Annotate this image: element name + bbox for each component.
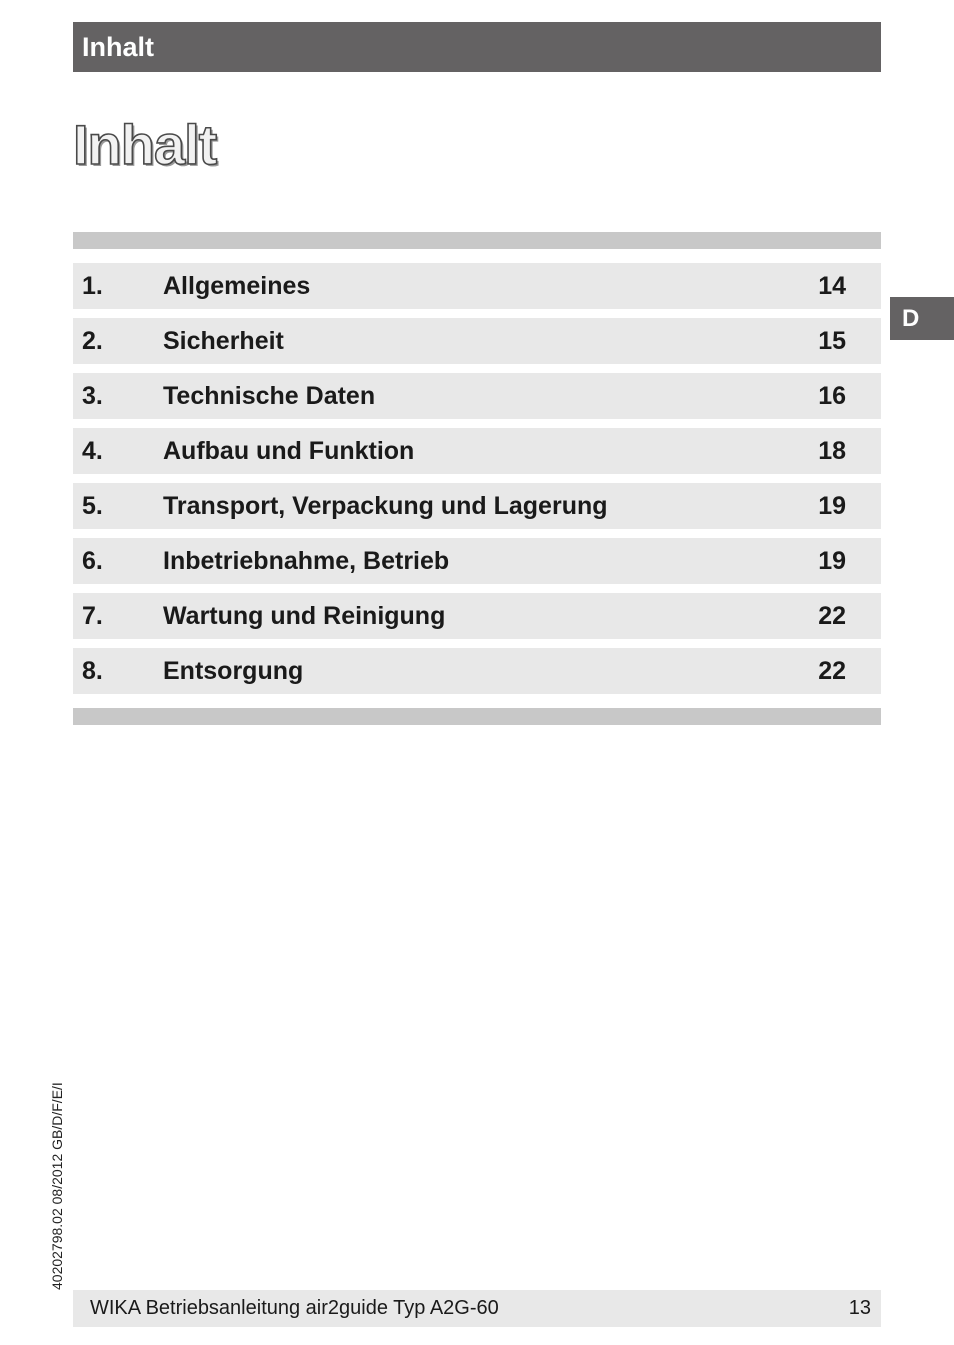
section-header-title: Inhalt — [82, 32, 154, 62]
footer-text: WIKA Betriebsanleitung air2guide Typ A2G-60 — [90, 1297, 499, 1319]
toc-number: 6. — [82, 547, 103, 575]
language-tab-label: D — [902, 305, 920, 332]
toc-page-number: 22 — [818, 602, 846, 630]
toc-page-number: 22 — [818, 657, 846, 685]
toc-entry-inbetriebnahme[interactable] — [73, 538, 881, 584]
page-footer — [73, 1290, 881, 1327]
footer-page-number: 13 — [848, 1297, 871, 1319]
toc-page-number: 19 — [818, 547, 846, 575]
page-title: Inhalt — [73, 113, 217, 176]
toc-title: Sicherheit — [163, 327, 284, 355]
toc-title: Entsorgung — [163, 657, 304, 685]
toc-entry-aufbau-und-funktion[interactable] — [73, 428, 881, 474]
toc-number: 2. — [82, 327, 103, 355]
toc-title: Aufbau und Funktion — [163, 437, 415, 465]
toc-number: 5. — [82, 492, 103, 520]
toc-title: Wartung und Reinigung — [163, 602, 446, 630]
toc-page-number: 16 — [818, 382, 846, 410]
section-header-bar — [73, 22, 881, 72]
toc-number: 1. — [82, 272, 103, 300]
toc-title: Transport, Verpackung und Lagerung — [163, 492, 608, 520]
top-divider — [73, 232, 881, 249]
toc-page-number: 15 — [818, 327, 846, 355]
language-tab — [890, 297, 954, 340]
toc-page-number: 14 — [818, 272, 846, 300]
toc-entry-allgemeines[interactable] — [73, 263, 881, 309]
toc-entry-transport[interactable] — [73, 483, 881, 529]
bottom-divider — [73, 708, 881, 725]
toc-entry-sicherheit[interactable] — [73, 318, 881, 364]
document-code: 40202798.02 08/2012 GB/D/F/E/I — [49, 1082, 65, 1290]
toc-entry-technische-daten[interactable] — [73, 373, 881, 419]
toc-title: Inbetriebnahme, Betrieb — [163, 547, 450, 575]
toc-page-number: 18 — [818, 437, 846, 465]
toc-entry-wartung[interactable] — [73, 593, 881, 639]
toc-number: 3. — [82, 382, 103, 410]
toc-entry-entsorgung[interactable] — [73, 648, 881, 694]
toc-number: 7. — [82, 602, 103, 630]
toc-title: Allgemeines — [163, 272, 311, 300]
toc-title: Technische Daten — [163, 382, 376, 410]
toc-number: 4. — [82, 437, 103, 465]
toc-number: 8. — [82, 657, 103, 685]
table-of-contents — [73, 263, 881, 703]
toc-page-number: 19 — [818, 492, 846, 520]
